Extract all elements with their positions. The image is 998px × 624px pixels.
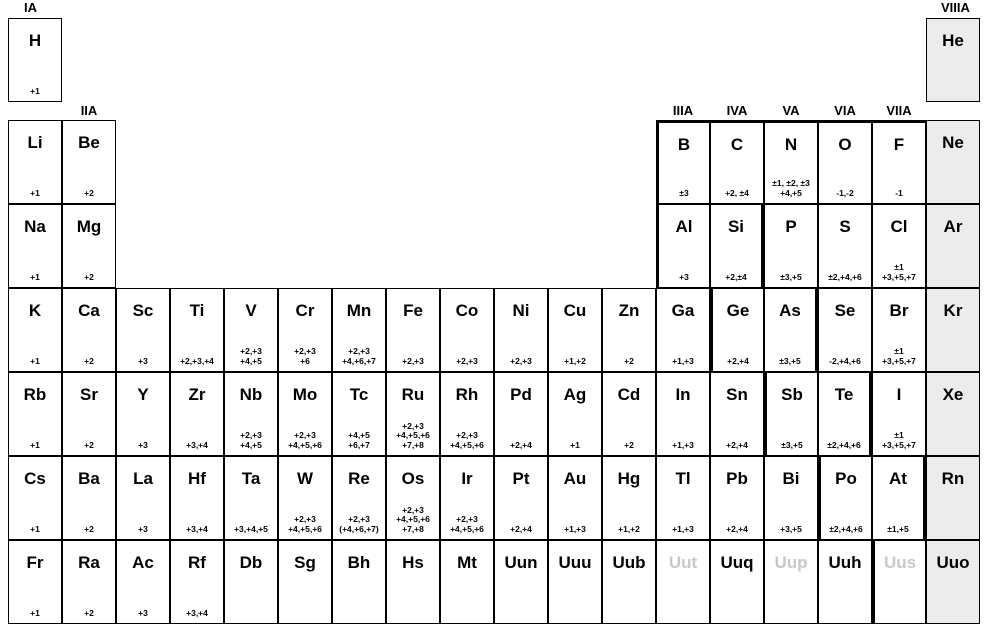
oxidation-states: +1 xyxy=(570,439,580,450)
oxidation-states: +3 xyxy=(138,439,148,450)
element-cell-B[interactable] xyxy=(656,120,710,204)
element-symbol: V xyxy=(245,301,257,320)
oxidation-states: +2,+3 xyxy=(510,355,532,366)
element-symbol: Li xyxy=(27,133,43,152)
element-cell-Tc[interactable] xyxy=(332,372,386,456)
oxidation-states: ±3,+5 xyxy=(780,271,802,282)
element-symbol: Cd xyxy=(617,385,641,404)
oxidation-states: +1,+3 xyxy=(672,439,694,450)
element-symbol: Hs xyxy=(402,553,424,572)
oxidation-states: +2,+3 xyxy=(402,355,424,366)
element-symbol: C xyxy=(730,135,744,154)
element-symbol: Ni xyxy=(512,301,530,320)
element-cell-In[interactable] xyxy=(656,372,710,456)
element-cell-Hs[interactable] xyxy=(386,540,440,624)
element-symbol: Pt xyxy=(512,469,530,488)
empty-cell xyxy=(62,18,116,102)
element-cell-Bi[interactable] xyxy=(764,456,818,540)
element-symbol: Cs xyxy=(24,469,46,488)
oxidation-states: +1 xyxy=(30,355,40,366)
element-symbol: Hf xyxy=(188,469,206,488)
element-symbol: Te xyxy=(834,385,854,404)
element-symbol: Bh xyxy=(347,553,371,572)
element-symbol: Sc xyxy=(132,301,154,320)
element-symbol: Ga xyxy=(671,301,695,320)
element-cell-As[interactable] xyxy=(764,288,818,372)
element-symbol: Ba xyxy=(78,469,100,488)
oxidation-states: +2,+4 xyxy=(726,523,748,534)
element-cell-Xe[interactable] xyxy=(926,372,980,456)
group-label-VA: VA xyxy=(782,103,800,118)
oxidation-states: +2,+3 +4,+5,+6 xyxy=(288,514,322,534)
oxidation-states: +2,+3,+4 xyxy=(180,355,214,366)
element-symbol: Sb xyxy=(781,385,803,404)
element-grid xyxy=(8,18,980,624)
element-cell-Ra[interactable] xyxy=(62,540,116,624)
oxidation-states: +3 xyxy=(138,523,148,534)
element-cell-Sr[interactable] xyxy=(62,372,116,456)
element-symbol: Rb xyxy=(23,385,47,404)
table-row xyxy=(8,288,980,372)
element-cell-Uuh[interactable] xyxy=(818,540,872,624)
oxidation-states: +2, ±4 xyxy=(725,187,749,198)
oxidation-states: +2,+3 +4,+5,+6 +7,+8 xyxy=(396,420,430,450)
oxidation-states: -1,-2 xyxy=(836,187,854,198)
element-symbol: La xyxy=(133,469,153,488)
element-cell-Ac[interactable] xyxy=(116,540,170,624)
oxidation-states: +2,+3 +4,+5,+6 xyxy=(288,430,322,450)
element-symbol: Uup xyxy=(774,553,808,572)
group-label-VIIIA: VIIIA xyxy=(941,0,970,15)
element-cell-Y[interactable] xyxy=(116,372,170,456)
element-symbol: Ir xyxy=(461,469,473,488)
element-symbol: In xyxy=(675,385,691,404)
element-cell-Ta[interactable] xyxy=(224,456,278,540)
element-symbol: S xyxy=(839,217,851,236)
oxidation-states: +1,+3 xyxy=(564,523,586,534)
element-symbol: Tc xyxy=(349,385,369,404)
element-symbol: Uuo xyxy=(936,553,970,572)
element-cell-At[interactable] xyxy=(872,456,926,540)
element-cell-Pt[interactable] xyxy=(494,456,548,540)
oxidation-states: +4,+5 +6,+7 xyxy=(348,430,370,450)
element-symbol: Ca xyxy=(78,301,100,320)
element-symbol: Ar xyxy=(943,217,963,236)
element-symbol: N xyxy=(784,135,798,154)
element-symbol: Re xyxy=(348,469,370,488)
element-cell-Ar[interactable] xyxy=(926,204,980,288)
oxidation-states: +1 xyxy=(30,187,40,198)
element-symbol: O xyxy=(838,135,852,154)
element-symbol: Ne xyxy=(942,133,964,152)
element-cell-Ni[interactable] xyxy=(494,288,548,372)
element-cell-Ti[interactable] xyxy=(170,288,224,372)
element-cell-P[interactable] xyxy=(764,204,818,288)
oxidation-states: -1 xyxy=(895,187,903,198)
oxidation-states: +2,+3 xyxy=(456,355,478,366)
element-cell-Cu[interactable] xyxy=(548,288,602,372)
element-cell-Zr[interactable] xyxy=(170,372,224,456)
element-cell-Rb[interactable] xyxy=(8,372,62,456)
oxidation-states: +2 xyxy=(624,355,634,366)
oxidation-states: +3 xyxy=(679,271,689,282)
element-cell-Fe[interactable] xyxy=(386,288,440,372)
table-row xyxy=(8,120,980,204)
element-cell-Uuo[interactable] xyxy=(926,540,980,624)
oxidation-states: ±2,+4,+6 xyxy=(828,271,862,282)
element-cell-Uut[interactable] xyxy=(656,540,710,624)
element-symbol: Zr xyxy=(188,385,206,404)
element-symbol: Uuq xyxy=(720,553,754,572)
element-symbol: Uus xyxy=(883,553,917,572)
element-symbol: Ac xyxy=(132,553,154,572)
oxidation-states: ±3 xyxy=(679,187,689,198)
element-symbol: B xyxy=(677,135,691,154)
element-cell-Os[interactable] xyxy=(386,456,440,540)
oxidation-states: ±1 +3,+5,+7 xyxy=(882,262,916,282)
oxidation-states: +2,+4 xyxy=(510,523,532,534)
group-header-row xyxy=(8,102,980,120)
element-cell-Cr[interactable] xyxy=(278,288,332,372)
element-cell-Sc[interactable] xyxy=(116,288,170,372)
element-symbol: Rh xyxy=(455,385,479,404)
element-cell-Uuu[interactable] xyxy=(548,540,602,624)
empty-cell xyxy=(710,18,764,102)
oxidation-states: +2,+3 +4,+5 xyxy=(240,430,262,450)
element-symbol: Y xyxy=(137,385,149,404)
element-symbol: Xe xyxy=(942,385,964,404)
oxidation-states: ±3,+5 xyxy=(779,355,801,366)
oxidation-states: ±1, ±2, ±3 +4,+5 xyxy=(772,178,810,198)
element-cell-Mo[interactable] xyxy=(278,372,332,456)
element-symbol: Na xyxy=(24,217,46,236)
element-cell-Sn[interactable] xyxy=(710,372,764,456)
element-symbol: Co xyxy=(455,301,479,320)
element-cell-Cl[interactable] xyxy=(872,204,926,288)
empty-cell xyxy=(116,204,170,288)
element-symbol: F xyxy=(893,135,905,154)
element-cell-Nb[interactable] xyxy=(224,372,278,456)
table-row xyxy=(8,540,980,624)
element-symbol: Uun xyxy=(504,553,538,572)
oxidation-states: +2,+3 +4,+5 xyxy=(240,346,262,366)
element-cell-Be[interactable] xyxy=(62,120,116,204)
element-cell-Ne[interactable] xyxy=(926,120,980,204)
element-symbol: P xyxy=(785,217,797,236)
oxidation-states: +1,+3 xyxy=(672,523,694,534)
element-cell-Fr[interactable] xyxy=(8,540,62,624)
oxidation-states: ±1 +3,+5,+7 xyxy=(882,430,916,450)
group-label-IVA: IVA xyxy=(726,103,748,118)
oxidation-states: +2,+3 (+4,+6,+7) xyxy=(339,514,379,534)
element-cell-N[interactable] xyxy=(764,120,818,204)
element-symbol: Ag xyxy=(563,385,587,404)
oxidation-states: +2,+3 +4,+5,+6 xyxy=(450,430,484,450)
element-cell-Ag[interactable] xyxy=(548,372,602,456)
element-symbol: Hg xyxy=(617,469,641,488)
element-cell-Cd[interactable] xyxy=(602,372,656,456)
element-cell-He[interactable] xyxy=(926,18,980,102)
element-cell-Pd[interactable] xyxy=(494,372,548,456)
oxidation-states: +3,+4 xyxy=(186,523,208,534)
element-symbol: Al xyxy=(675,217,693,236)
element-symbol: Si xyxy=(727,217,745,236)
table-row xyxy=(8,204,980,288)
oxidation-states: +2,+4 xyxy=(727,355,749,366)
oxidation-states: +2,+3 +4,+6,+7 xyxy=(342,346,376,366)
oxidation-states: +1,+3 xyxy=(672,355,694,366)
element-symbol: Zn xyxy=(618,301,640,320)
oxidation-states: +3,+4 xyxy=(186,607,208,618)
element-cell-Db[interactable] xyxy=(224,540,278,624)
element-symbol: Cl xyxy=(890,217,908,236)
oxidation-states: +2 xyxy=(84,523,94,534)
oxidation-states: +1,+2 xyxy=(564,355,586,366)
oxidation-states: +1 xyxy=(30,85,40,96)
element-cell-Zn[interactable] xyxy=(602,288,656,372)
element-symbol: Fe xyxy=(403,301,423,320)
element-symbol: Pd xyxy=(510,385,532,404)
oxidation-states: -2,+4,+6 xyxy=(829,355,861,366)
element-symbol: Bi xyxy=(782,469,800,488)
oxidation-states: +2,±4 xyxy=(725,271,747,282)
element-symbol: Rn xyxy=(941,469,965,488)
element-symbol: Ru xyxy=(401,385,425,404)
element-cell-S[interactable] xyxy=(818,204,872,288)
oxidation-states: ±2,+4,+6 xyxy=(827,439,861,450)
element-symbol: Tl xyxy=(675,469,691,488)
group-label-VIIA: VIIA xyxy=(886,103,912,118)
oxidation-states: +3,+5 xyxy=(780,523,802,534)
oxidation-states: +2 xyxy=(84,607,94,618)
element-symbol: W xyxy=(296,469,314,488)
element-cell-Uus[interactable] xyxy=(872,540,926,624)
oxidation-states: +2 xyxy=(84,187,94,198)
element-cell-Rn[interactable] xyxy=(926,456,980,540)
empty-cell xyxy=(116,18,170,102)
group-label-IIA: IIA xyxy=(80,103,98,118)
element-symbol: Uuu xyxy=(558,553,592,572)
element-symbol: Ti xyxy=(189,301,205,320)
element-symbol: Be xyxy=(78,133,100,152)
element-cell-Sb[interactable] xyxy=(764,372,818,456)
element-cell-Ga[interactable] xyxy=(656,288,710,372)
element-cell-Re[interactable] xyxy=(332,456,386,540)
oxidation-states: +3,+4,+5 xyxy=(234,523,268,534)
element-symbol: Po xyxy=(835,469,857,488)
element-cell-Na[interactable] xyxy=(8,204,62,288)
element-cell-H[interactable] xyxy=(8,18,62,102)
oxidation-states: +2 xyxy=(84,355,94,366)
oxidation-states: +2,+3 +6 xyxy=(294,346,316,366)
element-symbol: Fr xyxy=(26,553,44,572)
group-label-IA: IA xyxy=(24,0,37,15)
element-cell-Sg[interactable] xyxy=(278,540,332,624)
oxidation-states: +1 xyxy=(30,271,40,282)
oxidation-states: +1 xyxy=(30,523,40,534)
element-cell-Tl[interactable] xyxy=(656,456,710,540)
element-cell-Uun[interactable] xyxy=(494,540,548,624)
element-cell-K[interactable] xyxy=(8,288,62,372)
element-symbol: Rf xyxy=(188,553,206,572)
oxidation-states: +2 xyxy=(84,439,94,450)
oxidation-states: +2,+4 xyxy=(726,439,748,450)
oxidation-states: ±1,+5 xyxy=(887,523,909,534)
element-cell-I[interactable] xyxy=(872,372,926,456)
element-symbol: Pb xyxy=(726,469,748,488)
element-symbol: As xyxy=(779,301,801,320)
oxidation-states: +3,+4 xyxy=(186,439,208,450)
element-symbol: Ra xyxy=(78,553,100,572)
oxidation-states: +2,+3 +4,+5,+6 xyxy=(450,514,484,534)
group-label-VIA: VIA xyxy=(834,103,856,118)
element-cell-W[interactable] xyxy=(278,456,332,540)
element-cell-Bh[interactable] xyxy=(332,540,386,624)
element-cell-Al[interactable] xyxy=(656,204,710,288)
oxidation-states: +2 xyxy=(84,271,94,282)
table-row xyxy=(8,18,980,102)
element-symbol: Br xyxy=(889,301,909,320)
oxidation-states: +3 xyxy=(138,607,148,618)
element-cell-Hf[interactable] xyxy=(170,456,224,540)
element-cell-Cs[interactable] xyxy=(8,456,62,540)
element-symbol: Sg xyxy=(294,553,316,572)
table-row xyxy=(8,456,980,540)
element-cell-Br[interactable] xyxy=(872,288,926,372)
element-cell-C[interactable] xyxy=(710,120,764,204)
oxidation-states: +1,+2 xyxy=(618,523,640,534)
empty-cell xyxy=(818,18,872,102)
oxidation-states: ±2,+4,+6 xyxy=(829,523,863,534)
element-symbol: Uuh xyxy=(828,553,862,572)
oxidation-states: +2,+4 xyxy=(510,439,532,450)
element-symbol: Au xyxy=(563,469,587,488)
element-symbol: Kr xyxy=(943,301,963,320)
element-cell-Po[interactable] xyxy=(818,456,872,540)
element-symbol: Db xyxy=(239,553,263,572)
element-symbol: H xyxy=(28,31,42,50)
oxidation-states: ±3,+5 xyxy=(781,439,803,450)
oxidation-states: +1 xyxy=(30,439,40,450)
oxidation-states: +2 xyxy=(624,439,634,450)
empty-cell xyxy=(656,18,710,102)
element-symbol: Se xyxy=(834,301,856,320)
oxidation-states: +3 xyxy=(138,355,148,366)
element-cell-Hg[interactable] xyxy=(602,456,656,540)
element-symbol: He xyxy=(942,31,964,50)
element-cell-Rh[interactable] xyxy=(440,372,494,456)
oxidation-states: +1 xyxy=(30,607,40,618)
element-symbol: Mg xyxy=(76,217,102,236)
element-cell-F[interactable] xyxy=(872,120,926,204)
element-symbol: Mt xyxy=(457,553,477,572)
table-row xyxy=(8,372,980,456)
element-symbol: At xyxy=(889,469,907,488)
element-symbol: Uub xyxy=(612,553,646,572)
element-cell-La[interactable] xyxy=(116,456,170,540)
element-cell-Kr[interactable] xyxy=(926,288,980,372)
element-cell-Au[interactable] xyxy=(548,456,602,540)
group-label-IIIA: IIIA xyxy=(672,103,694,118)
element-cell-O[interactable] xyxy=(818,120,872,204)
element-symbol: Mn xyxy=(346,301,372,320)
element-cell-Mt[interactable] xyxy=(440,540,494,624)
element-cell-Li[interactable] xyxy=(8,120,62,204)
element-cell-Ir[interactable] xyxy=(440,456,494,540)
element-cell-Ca[interactable] xyxy=(62,288,116,372)
element-cell-Pb[interactable] xyxy=(710,456,764,540)
oxidation-states: ±1 +3,+5,+7 xyxy=(882,346,916,366)
element-symbol: Ta xyxy=(241,469,261,488)
element-cell-Co[interactable] xyxy=(440,288,494,372)
element-cell-Ru[interactable] xyxy=(386,372,440,456)
element-symbol: Nb xyxy=(239,385,263,404)
element-symbol: Cr xyxy=(295,301,315,320)
element-cell-Uuq[interactable] xyxy=(710,540,764,624)
element-cell-Si[interactable] xyxy=(710,204,764,288)
empty-cell xyxy=(116,120,170,204)
element-cell-Mn[interactable] xyxy=(332,288,386,372)
empty-cell xyxy=(764,18,818,102)
element-cell-Ba[interactable] xyxy=(62,456,116,540)
element-cell-Rf[interactable] xyxy=(170,540,224,624)
element-symbol: Os xyxy=(401,469,425,488)
element-symbol: I xyxy=(896,385,902,404)
element-symbol: Cu xyxy=(563,301,587,320)
element-symbol: K xyxy=(28,301,42,320)
empty-cell xyxy=(872,18,926,102)
element-cell-Ge[interactable] xyxy=(710,288,764,372)
oxidation-states: +2,+3 +4,+5,+6 +7,+8 xyxy=(396,504,430,534)
element-cell-Uub[interactable] xyxy=(602,540,656,624)
element-symbol: Uut xyxy=(668,553,698,572)
element-cell-V[interactable] xyxy=(224,288,278,372)
element-cell-Se[interactable] xyxy=(818,288,872,372)
element-cell-Uup[interactable] xyxy=(764,540,818,624)
element-symbol: Mo xyxy=(292,385,318,404)
element-symbol: Sr xyxy=(80,385,98,404)
element-cell-Te[interactable] xyxy=(818,372,872,456)
element-symbol: Ge xyxy=(726,301,750,320)
element-symbol: Sn xyxy=(726,385,748,404)
element-cell-Mg[interactable] xyxy=(62,204,116,288)
